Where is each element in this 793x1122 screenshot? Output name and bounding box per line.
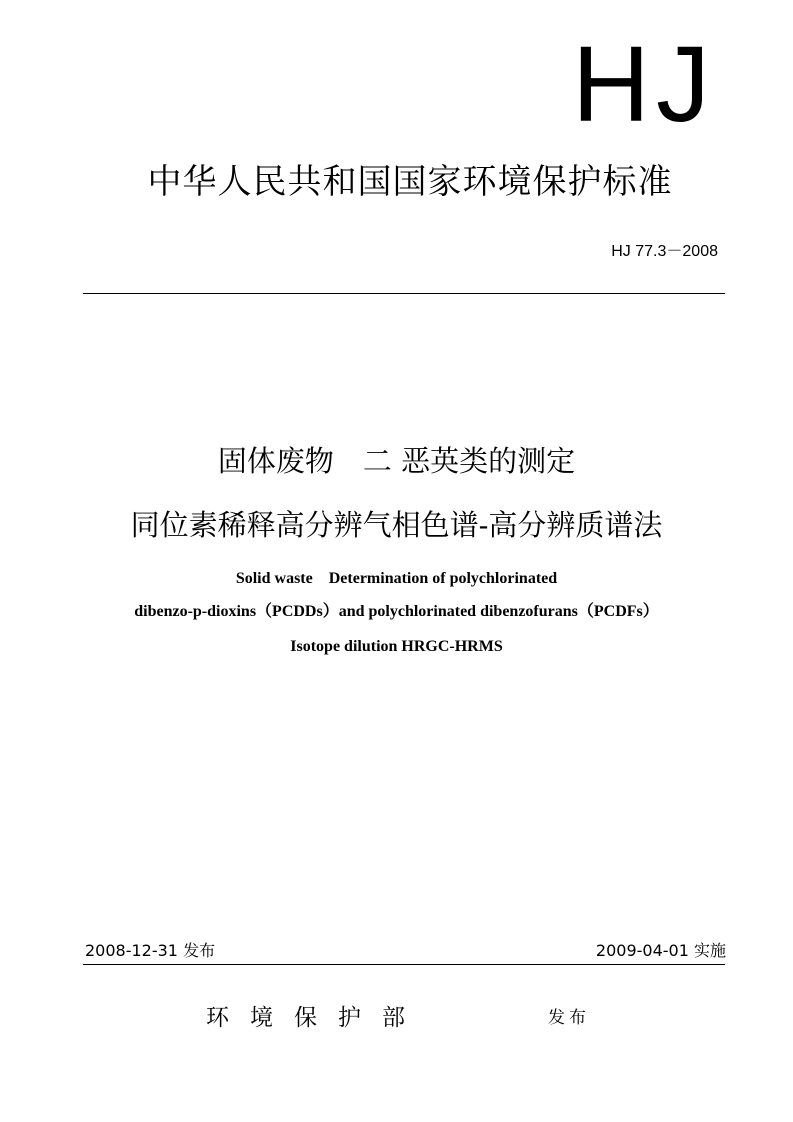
standard-number: HJ 77.3－2008 [611, 243, 718, 260]
issuing-authority-suffix: 发布 [548, 1008, 590, 1028]
issue-date: 2008-12-31 发布 [85, 941, 216, 960]
title-english-line-3: Isotope dilution HRGC-HRMS [290, 638, 503, 655]
hj-logo: HJ [572, 23, 716, 144]
footer-divider [83, 964, 725, 965]
title-english-line-2: dibenzo-p-dioxins（PCDDs）and polychlorinated dibenzofurans（PCDFs） [134, 603, 659, 620]
implementation-date: 2009-04-01 实施 [595, 941, 726, 960]
issuing-authority: 环境保护部 [206, 1005, 426, 1031]
standard-organization-title: 中华人民共和国国家环境保护标准 [147, 162, 673, 202]
title-english-line-1: Solid waste Determination of polychlorinated [235, 570, 558, 587]
title-chinese-line-2: 同位素稀释高分辨气相色谱-高分辨质谱法 [130, 508, 663, 542]
header-divider [83, 293, 725, 294]
title-chinese-line-1: 固体废物 二 恶英类的测定 [217, 444, 576, 478]
